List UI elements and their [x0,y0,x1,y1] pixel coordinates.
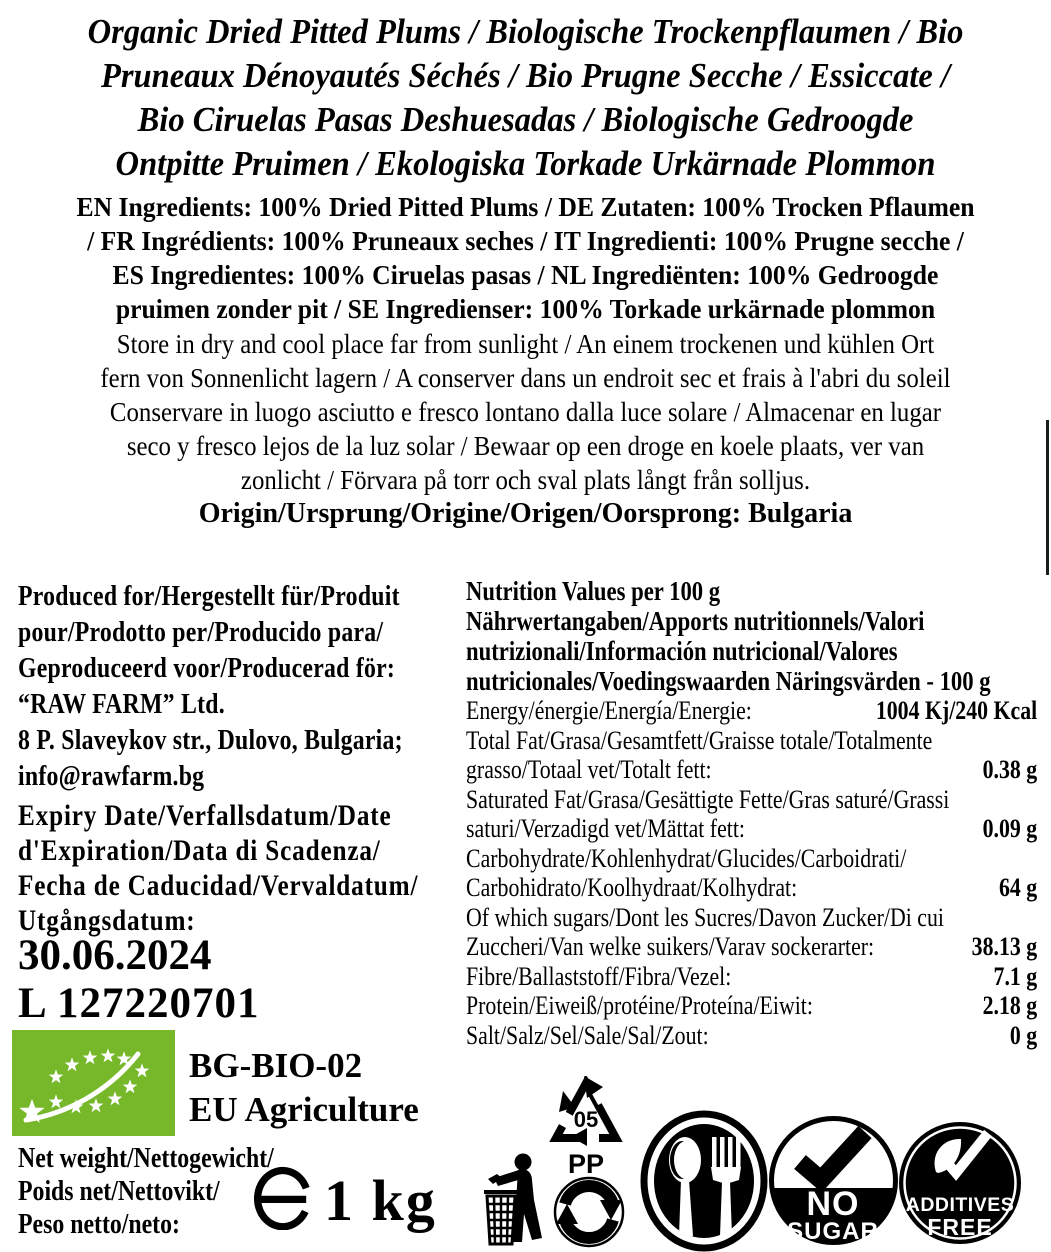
nutrition-row-total-fat [466,726,1037,785]
expiry-date: 30.06.2024 [18,932,212,979]
nutrition-row-fibre [466,962,1037,992]
nutrition-row-energy [466,696,1037,726]
additives-free-text-1: ADDITIVES [905,1194,1015,1216]
nutrition-value: 0.09 g [982,814,1038,843]
label-edge-mark [1046,420,1049,575]
nutrition-row-protein [466,991,1037,1021]
tidy-man-icon [482,1152,546,1252]
nutrition-subheader-line: Nährwertangaben/Apports nutritionnels/Valori [466,606,925,636]
additives-free-badge [897,1116,1023,1252]
title-line: Pruneaux Dénoyautés Séchés / Bio Prugne Secche / Essiccate / [100,56,951,95]
recycling-triangle-icon [547,1076,625,1146]
ingredients-line: ES Ingredientes: 100% Ciruelas pasas / NL Ingrediënten: 100% Gedroogde [112,260,939,290]
resin-code-material: PP [567,1149,605,1179]
no-sugar-text-2: SUGAR [787,1218,879,1245]
expiry-label-line: Expiry Date/Verfallsdatum/Date [18,799,392,832]
certification-text [189,1030,419,1132]
storage-line: Conservare in luogo asciutto e fresco lontano dalla luce solare / Almacenar en lugar [109,397,942,427]
nutrition-value: 0.38 g [982,755,1038,784]
producer-info [18,578,403,794]
ingredients-line: EN Ingredients: 100% Dried Pitted Plums / DE Zutaten: 100% Trocken Pflaumen [76,192,975,222]
storage-line: zonlicht / Förvara på torr och sval plats långt från solljus. [240,465,811,495]
nutrition-value: 38.13 g [971,932,1038,961]
nutrition-header: Nutrition Values per 100 g [466,576,721,606]
ingredients-line: / FR Ingrédients: 100% Pruneaux seches / IT Ingredienti: 100% Prugne secche / [87,226,964,256]
ingredients-text [26,190,1024,326]
producer-line: Geproduceerd voor/Producerad för: [18,652,396,684]
nutrition-value: 7.1 g [993,961,1038,991]
storage-line: seco y fresco lejos de la luz solar / Bewaar op een droge en koele plaats, ver van [126,431,925,461]
title-line: Organic Dried Pitted Plums / Biologische Trockenpflaumen / Bio [87,12,964,51]
food-safe-cutlery-icon [640,1110,768,1252]
nutrition-label: Energy/énergie/Energía/Energie: [466,696,752,725]
nutrition-subheader-line: nutrizionali/Información nutricional/Valores [466,636,898,666]
product-title [37,10,1014,186]
net-weight-value: 1 kg [324,1168,437,1233]
net-weight-line: Poids net/Nettovikt/ [18,1176,220,1207]
eu-organic-leaf-logo [12,1030,175,1136]
nutrition-label: Fibre/Ballaststoff/Fibra/Vezel: [466,961,732,991]
producer-name: “RAW FARM” Ltd. [18,688,225,720]
nutrition-label: Of which sugars/Dont les Sucres/Davon Zucker/Di cui Zuccheri/Van welke suikers/Varav sockerarter: [466,902,944,961]
nutrition-row-sugars [466,903,1037,962]
nutrition-label: Saturated Fat/Grasa/Gesättigte Fette/Gras saturé/Grassi saturi/Verzadigd vet/Mättat fett: [466,784,950,843]
net-weight-value-group [250,1158,437,1233]
lot-number: L 127220701 [18,980,260,1027]
no-sugar-text-1: NO [806,1185,860,1223]
nutrition-label: Carbohydrate/Kohlenhydrat/Glucides/Carboidrati/ Carbohidrato/Koolhydraat/Kolhydrat: [466,843,907,902]
origin-statement: Origin/Ursprung/Origine/Origen/Oorsprong: Bulgaria [198,498,853,529]
producer-line: Produced for/Hergestellt für/Produit [18,580,400,612]
organic-certification [12,1030,419,1136]
expiry-label-line: d'Expiration/Data di Scadenza/ [18,834,381,867]
resin-code-group [544,1076,628,1178]
net-weight-label [18,1142,274,1241]
no-sugar-badge [769,1112,898,1252]
nutrition-label: Protein/Eiweiß/protéine/Proteína/Eiwit: [466,991,813,1020]
nutrition-label: Salt/Salz/Sel/Sale/Sal/Zout: [466,1020,709,1050]
title-line: Ontpitte Pruimen / Ekologiska Torkade Urkärnade Plommon [115,144,936,183]
nutrition-subheader-line: nutricionales/Voedingswaarden Näringsvärden - 100 g [466,666,991,696]
net-weight-line: Net weight/Nettogewicht/ [18,1143,274,1174]
additives-free-text-2: FREE [927,1214,993,1240]
net-weight-line: Peso netto/neto: [18,1209,180,1240]
expiry-label-line: Fecha de Caducidad/Vervaldatum/ [18,869,419,902]
nutrition-row-saturated-fat [466,785,1037,844]
storage-line: Store in dry and cool place far from sunlight / An einem trockenen und kühlen Ort [116,329,935,359]
resin-code-number: 05 [573,1107,599,1132]
nutrition-value: 0 g [1009,1020,1038,1050]
storage-line: fern von Sonnenlicht lagern / A conserver dans un endroit sec et frais à l'abri du soleil [100,363,951,393]
nutrition-subheader [466,606,1037,696]
nutrition-panel [466,576,1037,1050]
nutrition-value: 1004 Kj/240 Kcal [875,696,1038,725]
certification-scheme: EU Agriculture [189,1090,419,1129]
estimated-sign-icon [250,1158,312,1230]
nutrition-row-carbohydrate [466,844,1037,903]
ingredients-line: pruimen zonder pit / SE Ingredienser: 100% Torkade urkärnade plommon [115,294,936,324]
title-line: Bio Ciruelas Pasas Deshuesadas / Biologische Gedroogde [137,100,914,139]
nutrition-row-salt [466,1021,1037,1051]
nutrition-value: 2.18 g [982,991,1038,1020]
recycle-arrows-icon [552,1176,626,1252]
producer-address: 8 P. Slaveykov str., Dulovo, Bulgaria; [18,724,403,756]
expiry-label [18,798,418,938]
expiry-label-line: Utgångsdatum: [18,904,196,937]
storage-instructions [42,327,1009,497]
certification-code: BG-BIO-02 [189,1046,363,1085]
producer-line: pour/Prodotto per/Producido para/ [18,616,384,648]
nutrition-value: 64 g [998,873,1038,902]
producer-email: info@rawfarm.bg [18,760,205,792]
nutrition-label: Total Fat/Grasa/Gesamtfett/Graisse totale/Totalmente grasso/Totaal vet/Totalt fett: [466,725,933,784]
